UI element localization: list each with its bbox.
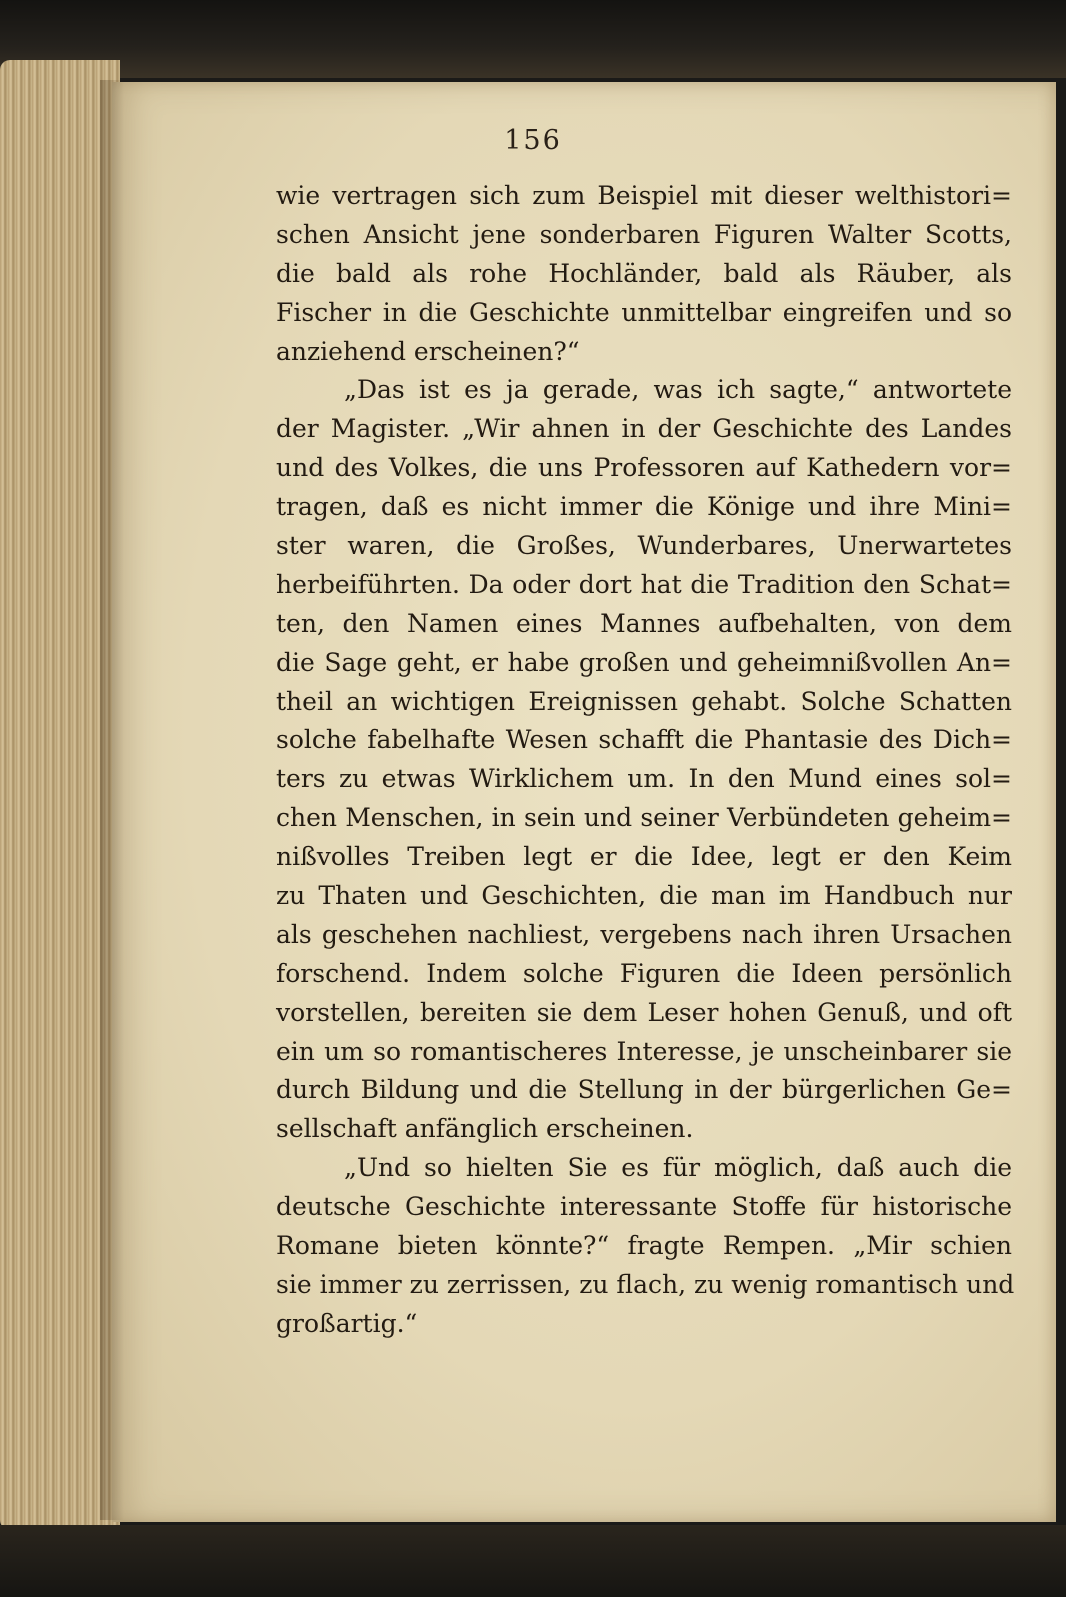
text-line: sellschaft anfänglich erscheinen. xyxy=(276,1114,694,1144)
text-line: theil an wichtigen Ereignissen gehabt. Solche Schatten xyxy=(276,686,1012,716)
text-line: anziehend erscheinen?“ xyxy=(276,336,580,366)
text-line: schen Ansicht jene sonderbaren Figuren Walter Scotts, xyxy=(276,219,1012,249)
text-line: herbeiführten. Da oder dort hat die Tradition den Schat= xyxy=(276,569,1012,599)
text-line: der Magister. „Wir ahnen in der Geschichte des Landes xyxy=(276,414,1012,444)
text-line: die Sage geht, er habe großen und geheimnißvollen An= xyxy=(276,647,1012,677)
text-line: vorstellen, bereiten sie dem Leser hohen Genuß, und oft xyxy=(276,997,1012,1027)
text-line: und des Volkes, die uns Professoren auf Kathedern vor= xyxy=(276,453,1012,483)
text-line: nißvolles Treiben legt er die Idee, legt er den Keim xyxy=(276,842,1012,872)
body-text xyxy=(276,177,1015,1344)
text-line: „Und so hielten Sie es für möglich, daß auch die xyxy=(344,1153,1012,1183)
book-bottom-edge xyxy=(0,1525,1066,1597)
text-line: Fischer in die Geschichte unmittelbar eingreifen und so xyxy=(276,297,1012,327)
text-line: wie vertragen sich zum Beispiel mit dieser welthistori= xyxy=(276,181,1012,210)
text-line: forschend. Indem solche Figuren die Ideen persönlich xyxy=(276,958,1012,988)
page-number: 156 xyxy=(504,125,562,156)
gutter-shadow xyxy=(100,80,124,1520)
text-line: als geschehen nachliest, vergebens nach ihren Ursachen xyxy=(276,919,1012,949)
text-line: ten, den Namen eines Mannes aufbehalten, von dem xyxy=(276,608,1012,638)
book-top-edge xyxy=(0,0,1066,78)
text-line: durch Bildung und die Stellung in der bürgerlichen Ge= xyxy=(276,1075,1012,1105)
text-line: sie immer zu zerrissen, zu flach, zu wenig romantisch und xyxy=(276,1269,1015,1299)
text-line: „Das ist es ja gerade, was ich sagte,“ antwortete xyxy=(344,375,1012,405)
text-line: die bald als rohe Hochländer, bald als Räuber, als xyxy=(276,258,1012,288)
text-line: ein um so romantischeres Interesse, je unscheinbarer sie xyxy=(276,1036,1012,1066)
text-line: chen Menschen, in sein und seiner Verbündeten geheim= xyxy=(276,803,1012,833)
text-line: großartig.“ xyxy=(276,1308,418,1338)
text-line: deutsche Geschichte interessante Stoffe für historische xyxy=(276,1192,1012,1222)
text-line: ster waren, die Großes, Wunderbares, Unerwartetes xyxy=(276,531,1012,561)
text-line: Romane bieten könnte?“ fragte Rempen. „Mir schien xyxy=(276,1231,1012,1261)
text-line: ters zu etwas Wirklichem um. In den Mund eines sol= xyxy=(276,764,1012,794)
text-line: tragen, daß es nicht immer die Könige und ihre Mini= xyxy=(276,492,1012,522)
text-line: solche fabelhafte Wesen schafft die Phantasie des Dich= xyxy=(276,725,1012,755)
text-line: zu Thaten und Geschichten, die man im Handbuch nur xyxy=(276,881,1012,911)
